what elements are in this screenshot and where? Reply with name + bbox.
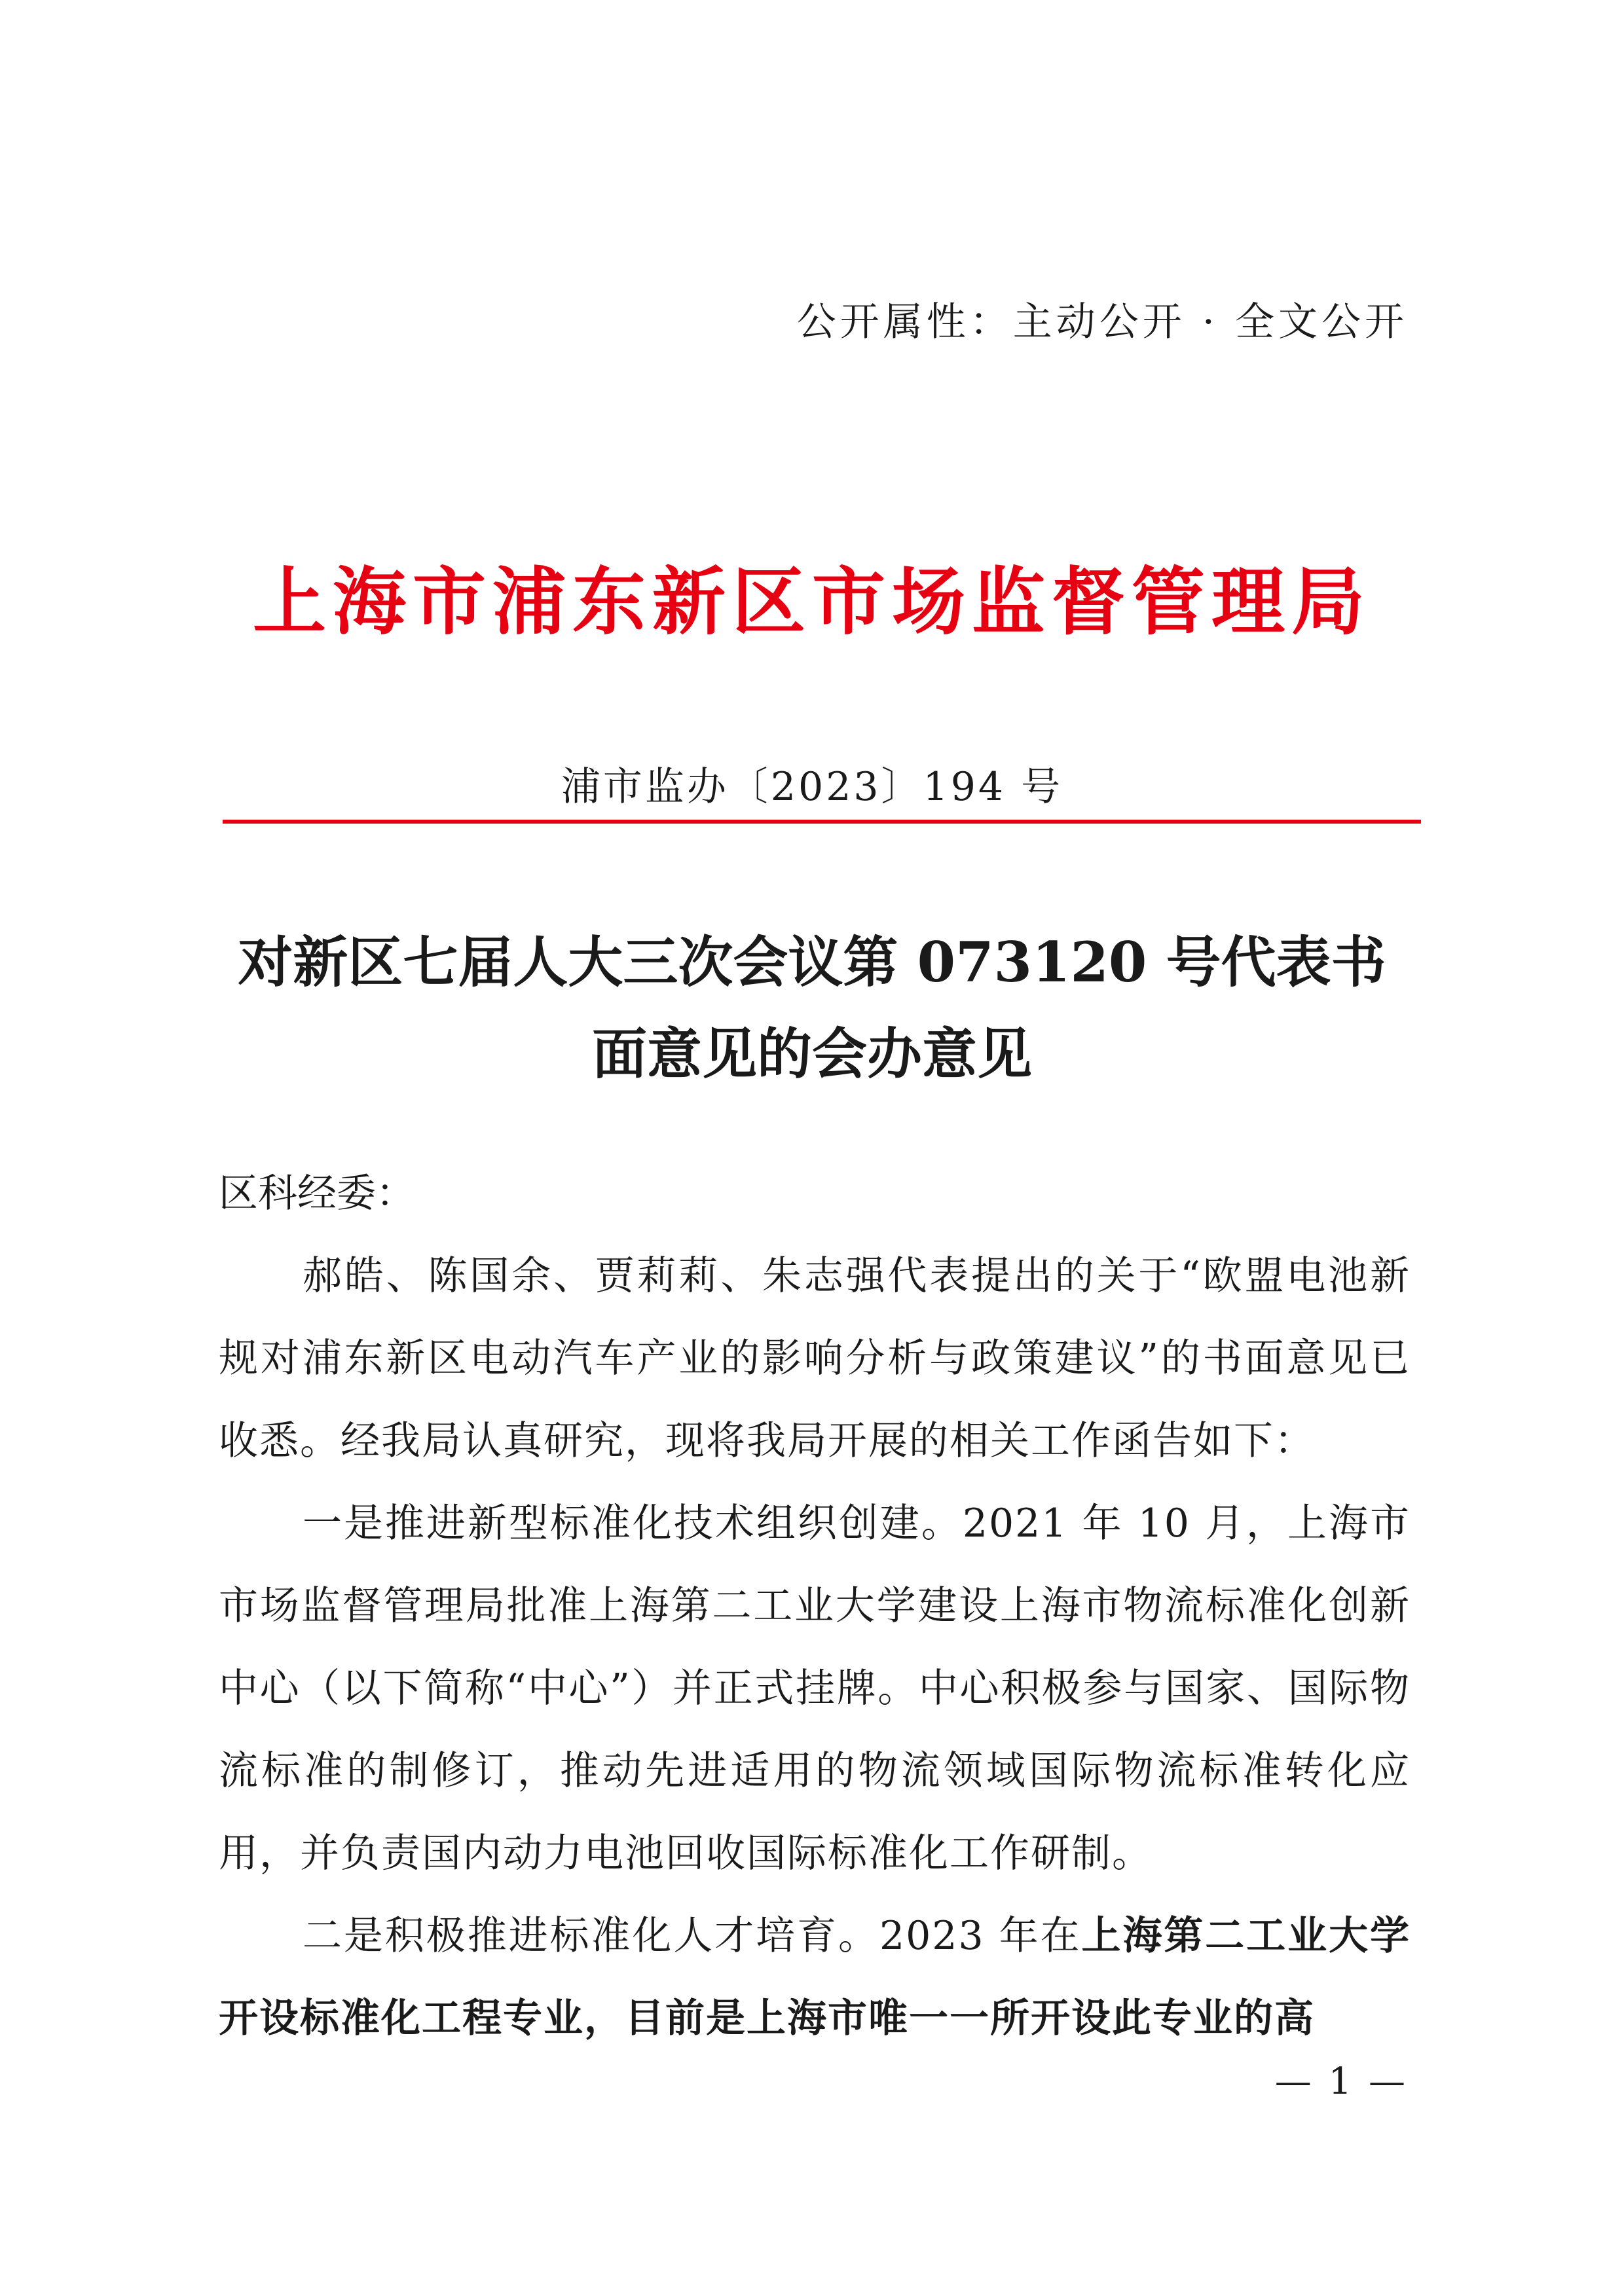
paragraph-3-text: 二是积极推进标准化人才培育。2023 年在	[303, 1913, 1082, 1959]
paragraph-1: 郝皓、陈国余、贾莉莉、朱志强代表提出的关于“欧盟电池新规对浦东新区电动汽车产业的影响分析与政策建议”的书面意见已收悉。经我局认真研究，现将我局开展的相关工作函告如下：	[219, 1253, 1411, 1464]
paragraph-3	[219, 1895, 1411, 2060]
title-line-2: 面意见的会办意见	[591, 1021, 1032, 1086]
issuing-organization: 上海市浦东新区市场监督管理局	[253, 559, 1371, 645]
document-title	[196, 917, 1428, 1100]
red-separator-line	[223, 820, 1421, 824]
disclosure-attribute: 公开属性：主动公开 · 全文公开	[796, 299, 1408, 345]
document-number: 浦市监办〔2023〕194 号	[561, 764, 1063, 810]
salutation: 区科经委：	[219, 1171, 415, 1216]
paragraph-2: 一是推进新型标准化技术组织创建。2021 年 10 月，上海市市场监督管理局批准上海第二工业大学建设上海市物流标准化创新中心（以下简称“中心”）并正式挂牌。中心积极参与国家、国际物流标准的制修订，推动先进适用的物流领域国际物流标准转化应用，并负责国内动力电池回收国际标准化工作研制。	[219, 1501, 1411, 1876]
paragraph-3-bold-text: 上海第二工业大学开设标准化工程专业，目前是上海市唯一一所开设此专业的高	[219, 1913, 1411, 2041]
document-body	[219, 1152, 1411, 2060]
title-line-1: 对新区七届人大三次会议第 073120 号代表书	[238, 930, 1386, 994]
page-number: — 1 —	[1274, 2060, 1408, 2103]
